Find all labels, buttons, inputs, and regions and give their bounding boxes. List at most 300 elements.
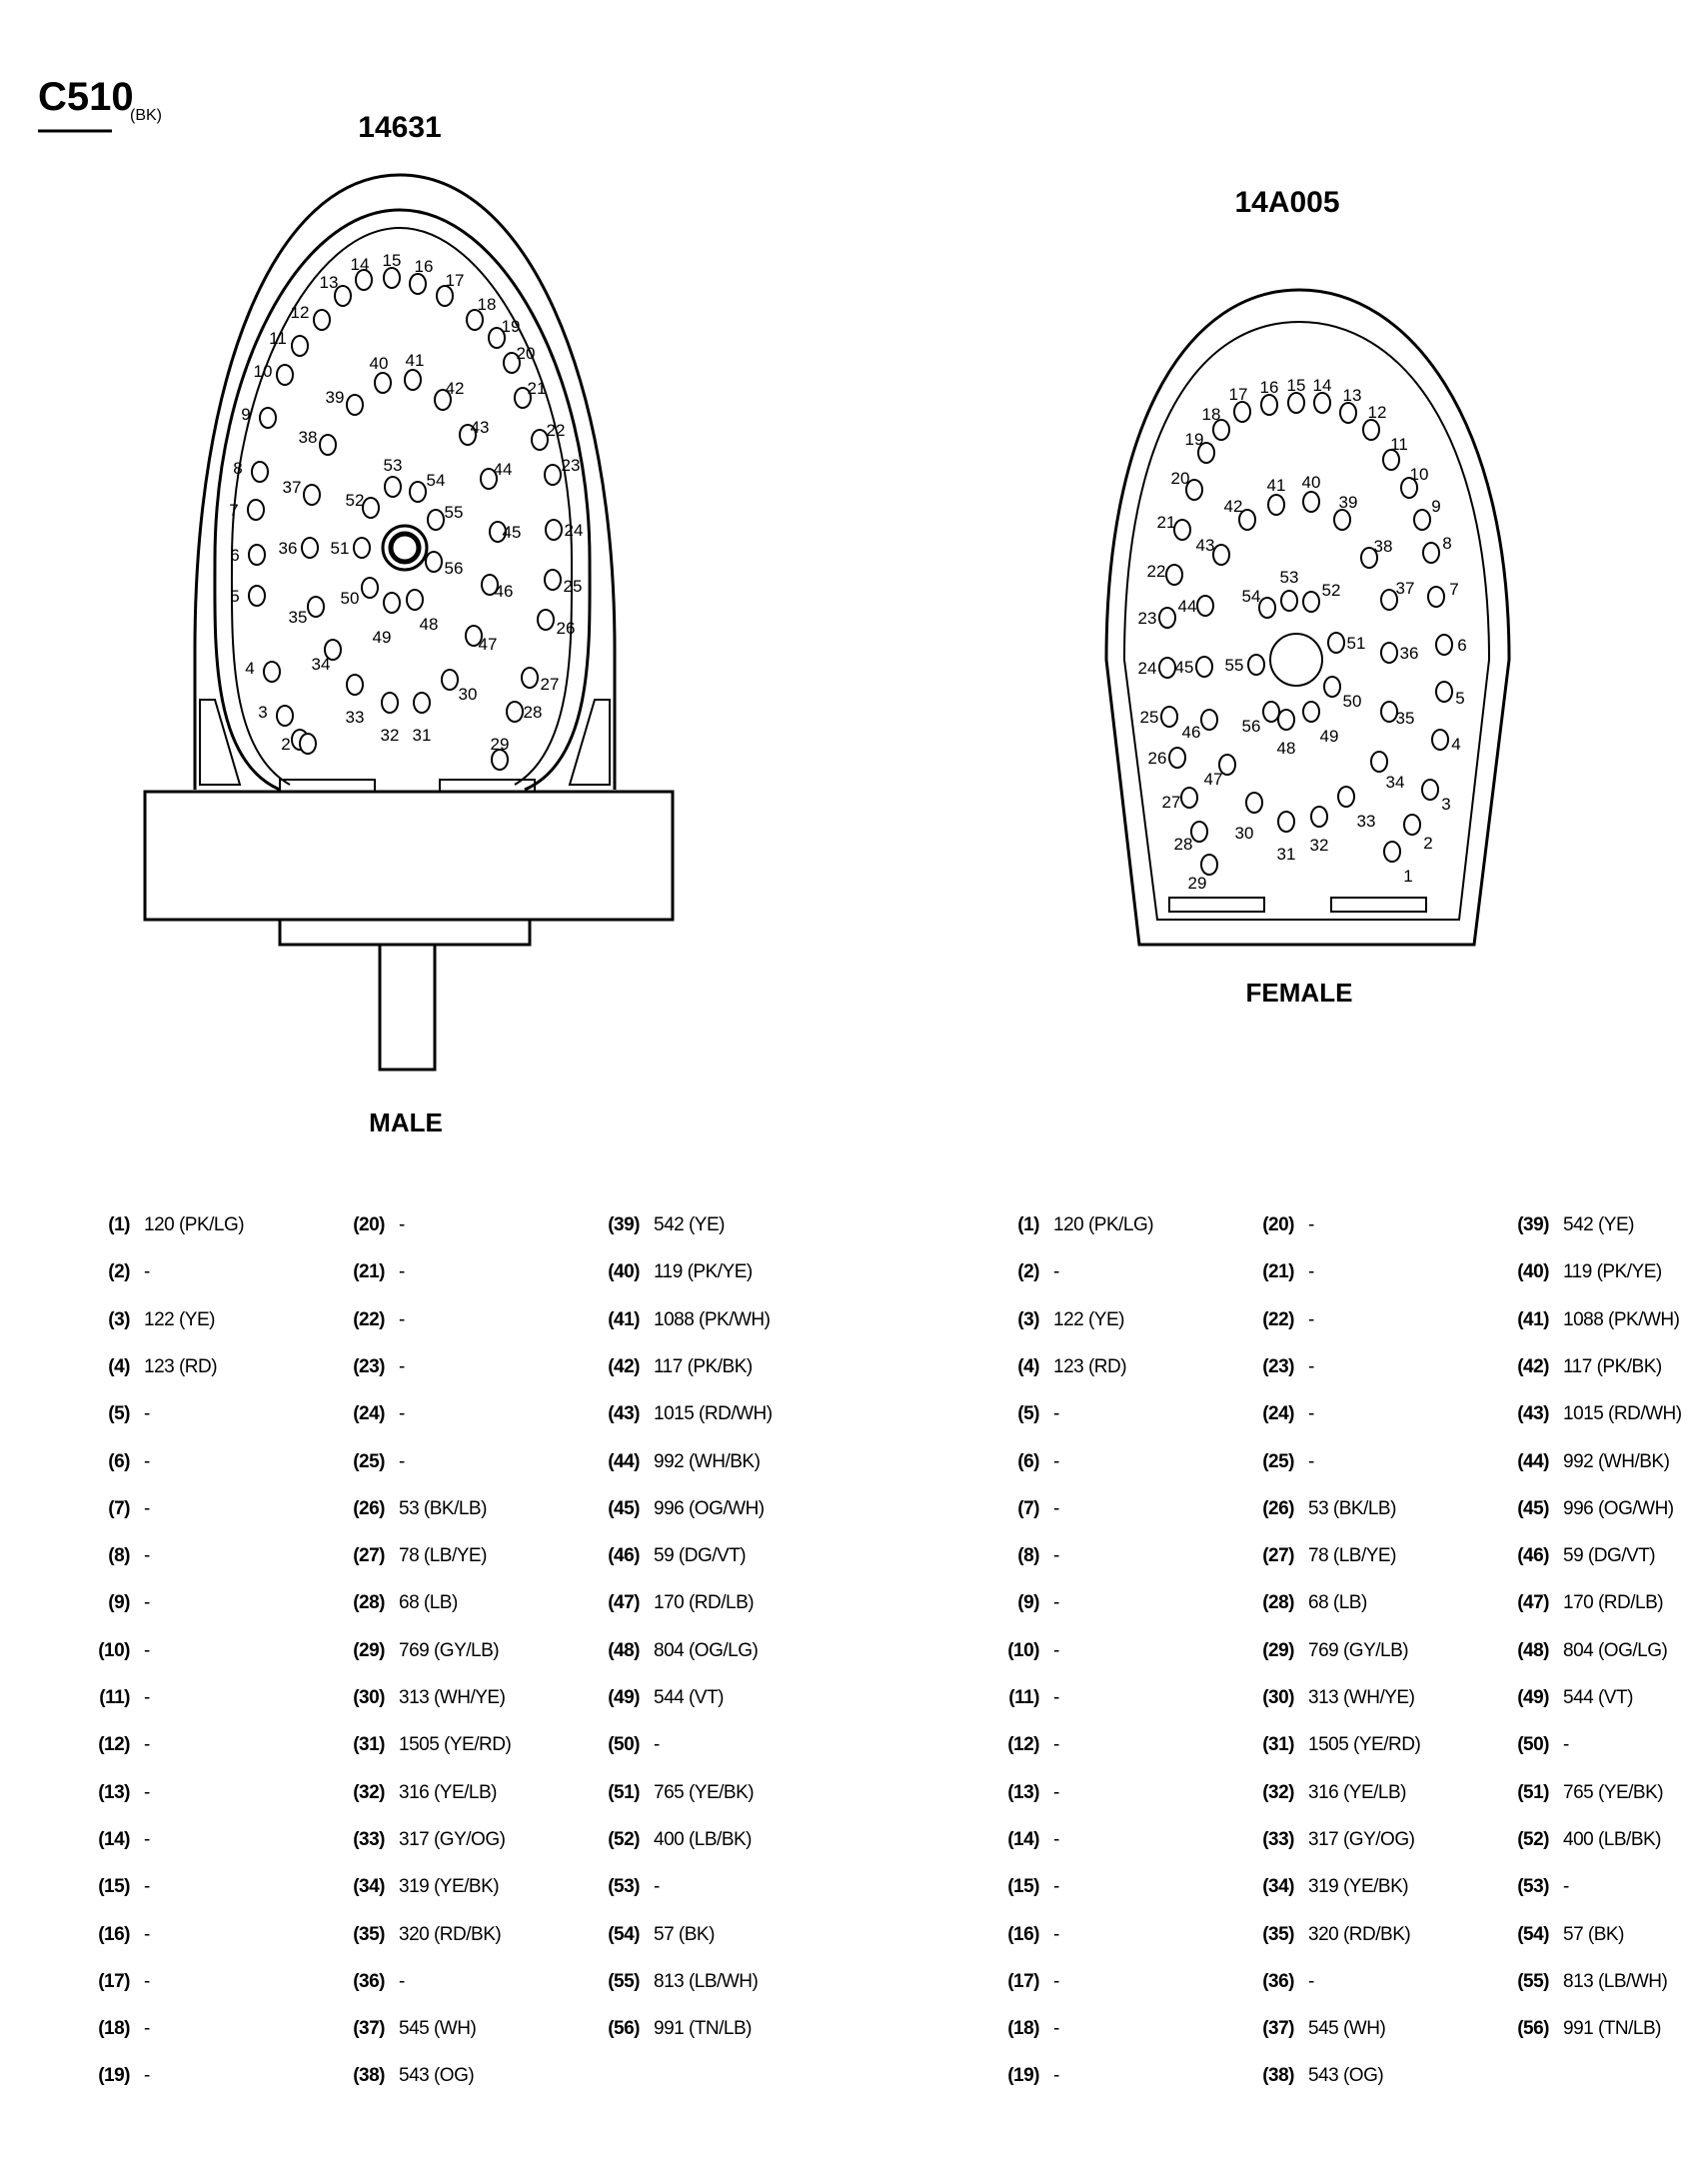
male-table-row [600,1734,660,1756]
female-pin-label-1: 1 [1403,866,1413,886]
female-pin-label-12: 12 [1367,402,1387,422]
female-pin-label-54: 54 [1241,586,1261,606]
female-table-pin: (28) [1262,1592,1294,1614]
female-pin-29 [1201,855,1217,875]
female-table-pin: (8) [1017,1545,1039,1567]
male-pin-38 [320,435,336,455]
female-table-row [999,1640,1059,1662]
male-pin-6 [249,545,265,565]
female-pin-label-24: 24 [1137,658,1157,678]
male-table-row [345,1309,405,1331]
female-table-row [999,1356,1126,1378]
female-table-circuit: 317 (GY/OG) [1308,1828,1415,1850]
female-table-row [1254,1214,1314,1236]
female-table-circuit: 313 (WH/YE) [1308,1687,1415,1708]
male-table-row [90,1214,244,1236]
male-table-pin: (34) [353,1876,385,1898]
female-pin-label-30: 30 [1234,823,1254,843]
female-table-circuit: - [1053,1687,1059,1708]
female-pin-label-3: 3 [1441,794,1451,814]
female-pin-label-18: 18 [1201,404,1221,424]
female-table-row [1254,1309,1314,1331]
female-table-pin: (26) [1262,1497,1294,1519]
female-pin-40 [1303,492,1319,512]
male-pin-label-33: 33 [345,707,365,727]
female-pin-label-7: 7 [1449,579,1459,599]
female-pin-45 [1196,657,1212,677]
female-table-row [1509,1782,1663,1804]
female-table-circuit: 316 (YE/LB) [1308,1781,1406,1803]
male-table-row [345,1924,501,1946]
female-table-pin: (48) [1517,1639,1549,1661]
male-pin-55 [428,510,444,530]
female-table-circuit: - [1053,1545,1059,1567]
female-pin-label-47: 47 [1203,769,1223,789]
male-table-row [90,1734,150,1756]
male-table-pin: (23) [353,1355,385,1377]
male-table-row [600,1876,660,1898]
male-table-row [90,1829,150,1851]
male-pin-label-43: 43 [470,417,490,437]
male-table-row [345,1971,405,1993]
male-pin-32 [382,693,398,713]
male-pin-label-28: 28 [523,702,543,722]
male-table-pin: (22) [353,1308,385,1330]
male-table-pin: (45) [608,1497,640,1519]
female-pin-label-39: 39 [1338,492,1358,512]
female-table-row [999,1734,1059,1756]
female-table-row [1509,1214,1634,1236]
female-pin-label-53: 53 [1279,567,1299,587]
male-pin-label-36: 36 [278,538,298,558]
male-table-row [600,1924,715,1946]
female-table-row [1509,1640,1667,1662]
female-pin-label-43: 43 [1195,535,1215,555]
male-pin-4 [264,662,280,682]
female-table-row [1509,1687,1633,1709]
female-pin-6 [1436,635,1452,655]
female-table-pin: (19) [1007,2065,1039,2087]
female-table-pin: (35) [1262,1923,1294,1945]
male-table-pin: (33) [353,1828,385,1850]
female-pin-label-41: 41 [1266,475,1286,495]
connector-color-code: (BK) [130,107,162,124]
male-table-row [345,1356,405,1378]
female-table-row [999,1403,1059,1425]
female-table-pin: (44) [1517,1450,1549,1472]
male-table-circuit: - [144,1403,150,1425]
female-table-row [999,1782,1059,1804]
female-pin-4 [1432,730,1448,750]
male-pin-label-14: 14 [350,254,370,274]
female-table-circuit: 120 (PK/LG) [1053,1214,1154,1235]
male-table-circuit: 78 (LB/YE) [399,1545,487,1567]
female-pin-label-48: 48 [1276,738,1296,758]
male-table-circuit: 545 (WH) [399,2018,477,2040]
male-table-pin: (49) [608,1687,640,1708]
male-pin-label-9: 9 [241,404,251,424]
female-table-circuit: - [1563,1734,1569,1756]
male-pin-label-35: 35 [288,607,308,627]
male-table-pin: (32) [353,1781,385,1803]
male-table-circuit: - [144,1734,150,1756]
male-table-circuit: - [144,2065,150,2087]
female-table-circuit: 769 (GY/LB) [1308,1639,1409,1661]
male-pin-12 [314,310,330,330]
male-table-row [600,1782,754,1804]
male-pin-15 [384,268,400,288]
male-pin-56 [426,552,442,572]
female-pin-label-17: 17 [1228,384,1248,404]
male-pin-label-54: 54 [426,470,446,490]
female-pin-9 [1414,510,1430,530]
female-pin-22 [1166,565,1182,585]
female-pin-label-15: 15 [1286,375,1306,395]
male-table-circuit: - [144,1781,150,1803]
male-pin-label-51: 51 [330,538,350,558]
male-table-pin: (19) [98,2065,130,2087]
female-table-pin: (23) [1262,1355,1294,1377]
female-pin-label-42: 42 [1223,496,1243,516]
male-pin-label-12: 12 [290,302,310,322]
female-table-row [1254,2018,1385,2040]
female-pin-label-28: 28 [1173,834,1193,854]
male-pin-label-47: 47 [478,634,498,654]
male-pin-label-8: 8 [233,458,243,478]
female-pin-label-23: 23 [1137,608,1157,628]
female-table-pin: (32) [1262,1781,1294,1803]
male-pin-10 [277,365,293,385]
female-table-circuit: - [1308,1214,1314,1235]
female-table-pin: (52) [1517,1828,1549,1850]
male-pin-41 [405,370,421,390]
male-table-circuit: 119 (PK/YE) [654,1261,753,1283]
female-pin-label-16: 16 [1259,377,1279,397]
male-table-pin: (10) [98,1639,130,1661]
male-table-circuit: - [144,1545,150,1567]
male-table-row [345,1592,458,1614]
male-pin-30 [442,670,458,690]
male-table-circuit: 400 (LB/BK) [654,1828,752,1850]
female-pin-32 [1311,807,1327,827]
female-pin-label-6: 6 [1457,635,1467,655]
female-table-pin: (21) [1262,1261,1294,1283]
female-table-pin: (30) [1262,1687,1294,1708]
female-pin-53 [1281,591,1297,611]
male-table-circuit: - [399,1355,405,1377]
female-table-pin: (37) [1262,2018,1294,2040]
female-pin-43 [1213,545,1229,565]
female-table-row [999,1924,1059,1946]
female-table-circuit: 813 (LB/WH) [1563,1970,1668,1992]
female-pin-55 [1248,655,1264,675]
male-table-row [345,1214,405,1236]
female-table-circuit: - [1053,1403,1059,1425]
male-table-circuit: 769 (GY/LB) [399,1639,500,1661]
female-pin-1 [1384,842,1400,862]
female-table-pin: (9) [1017,1592,1039,1614]
male-pin-label-3: 3 [258,702,268,722]
female-table-circuit: - [1308,1970,1314,1992]
female-table-row [1509,1403,1682,1425]
male-table-row [345,1829,505,1851]
female-table-circuit: 542 (YE) [1563,1214,1634,1235]
male-table-circuit: 544 (VT) [654,1687,724,1708]
male-table-row [345,1545,487,1567]
male-table-circuit: - [399,1261,405,1283]
female-pin-52 [1303,592,1319,612]
female-table-pin: (27) [1262,1545,1294,1567]
female-table-row [1254,1876,1408,1898]
male-table-row [600,1403,773,1425]
male-table-row [600,1309,770,1331]
male-table-circuit: 804 (OG/LG) [654,1639,759,1661]
female-pin-label-37: 37 [1395,578,1415,598]
male-table-circuit: 122 (YE) [144,1308,215,1330]
female-table-row [1254,1498,1396,1520]
female-pin-label-50: 50 [1342,691,1362,711]
male-pin-label-6: 6 [230,545,240,565]
female-table-circuit: - [1053,1639,1059,1661]
male-pin-label-13: 13 [319,272,339,292]
male-table-row [90,1924,150,1946]
female-table-row [1254,1592,1367,1614]
female-table-row [999,1971,1059,1993]
male-table-pin: (7) [108,1497,130,1519]
female-table-circuit: 59 (DG/VT) [1563,1545,1656,1567]
female-table-pin: (50) [1517,1734,1549,1756]
female-table-row [1509,1498,1674,1520]
female-table-circuit: - [1308,1403,1314,1425]
male-stem [380,945,435,1070]
female-table-circuit: 78 (LB/YE) [1308,1545,1396,1567]
male-pin-51 [354,538,370,558]
female-table-pin: (10) [1007,1639,1039,1661]
male-pin-label-11: 11 [269,328,287,348]
female-inner-shell [1124,322,1489,920]
female-table-pin: (17) [1007,1970,1039,1992]
female-pin-50 [1324,677,1340,697]
male-table-row [345,1640,499,1662]
male-pin-label-44: 44 [493,459,513,479]
female-table-pin: (6) [1017,1450,1039,1472]
male-table-circuit: 765 (YE/BK) [654,1781,755,1803]
female-table-circuit: - [1053,1497,1059,1519]
male-table-row [600,1829,752,1851]
female-pin-15 [1288,393,1304,413]
female-table-circuit: 117 (PK/BK) [1563,1355,1662,1377]
male-table-pin: (15) [98,1876,130,1898]
male-table-circuit: 542 (YE) [654,1214,725,1235]
male-table-row [90,1403,150,1425]
male-table-circuit: 1505 (YE/RD) [399,1734,512,1756]
male-table-circuit: 68 (LB) [399,1592,458,1614]
female-table-row [1254,1640,1408,1662]
male-table-pin: (24) [353,1403,385,1425]
female-table-circuit: 319 (YE/BK) [1308,1876,1409,1898]
male-table-row [345,2018,476,2040]
female-pin-label-26: 26 [1147,748,1167,768]
male-table-circuit: 319 (YE/BK) [399,1876,500,1898]
male-table-pin: (25) [353,1450,385,1472]
female-table-row [1254,1545,1396,1567]
female-connector [1106,186,1509,1008]
female-table-pin: (40) [1517,1261,1549,1283]
female-table-row [1509,1924,1624,1946]
male-table-pin: (1) [108,1214,130,1235]
female-pin-label-32: 32 [1309,835,1329,855]
female-table-circuit: - [1053,1828,1059,1850]
female-table-pin: (42) [1517,1355,1549,1377]
female-pin-31 [1278,812,1294,832]
male-pin-40 [375,373,391,393]
female-pin-8 [1423,543,1439,563]
male-right-latch [570,700,610,785]
female-table-circuit: - [1563,1876,1569,1898]
male-table-row [90,1592,150,1614]
male-table-row [600,1214,725,1236]
female-table-row [1509,1261,1662,1283]
male-pin-label-7: 7 [229,500,239,520]
male-pin-label-21: 21 [527,378,547,398]
male-table-pin: (14) [98,1828,130,1850]
male-table-pin: (54) [608,1923,640,1945]
female-table-circuit: - [1053,2065,1059,2087]
female-pin-label-19: 19 [1184,429,1204,449]
male-pin-label-31: 31 [412,725,432,745]
male-label: MALE [369,1107,443,1137]
male-table-row [90,1640,150,1662]
female-table-row [999,1498,1059,1520]
female-table-circuit: 123 (RD) [1053,1355,1127,1377]
male-table-row [600,1261,753,1283]
female-table-pin: (39) [1517,1214,1549,1235]
male-table-circuit: - [399,1214,405,1235]
male-table-circuit: - [144,1828,150,1850]
female-table-pin: (47) [1517,1592,1549,1614]
male-pin-label-49: 49 [372,627,392,647]
female-pin-2 [1404,815,1420,835]
female-table-circuit: 1088 (PK/WH) [1563,1308,1680,1330]
female-pin-21 [1174,520,1190,540]
male-table-pin: (41) [608,1308,640,1330]
female-table-pin: (14) [1007,1828,1039,1850]
female-table-pin: (33) [1262,1828,1294,1850]
male-table-row [600,1592,754,1614]
female-table-circuit: - [1053,1781,1059,1803]
female-table-pin: (5) [1017,1403,1039,1425]
female-table-circuit: - [1053,1876,1059,1898]
male-pin-50 [362,578,378,598]
male-table-circuit: 123 (RD) [144,1355,218,1377]
female-pin-label-52: 52 [1321,580,1341,600]
female-table-circuit: 320 (RD/BK) [1308,1923,1411,1945]
female-table-circuit: 68 (LB) [1308,1592,1367,1614]
female-pin-label-49: 49 [1319,726,1339,746]
male-pin-25 [545,570,561,590]
female-table-row [1254,1261,1314,1283]
female-pin-44 [1197,596,1213,616]
male-pin-label-55: 55 [444,502,464,522]
female-table-row [999,1592,1059,1614]
male-pin-label-2: 2 [281,734,291,754]
male-table-circuit: 59 (DG/VT) [654,1545,747,1567]
male-table-circuit: 316 (YE/LB) [399,1781,497,1803]
male-pin-label-16: 16 [414,256,434,276]
male-pin-label-41: 41 [405,350,425,370]
male-table-pin: (44) [608,1450,640,1472]
male-table-pin: (55) [608,1970,640,1992]
male-table-pin: (40) [608,1261,640,1283]
male-table-row [90,1261,150,1283]
female-table-row [1254,1971,1314,1993]
male-pin-label-20: 20 [516,343,536,363]
male-table-circuit: - [399,1308,405,1330]
female-table-row [999,1451,1059,1473]
male-table-row [90,1971,150,1993]
male-table-circuit: 991 (TN/LB) [654,2018,752,2040]
male-pin-label-45: 45 [502,522,522,542]
female-pin-label-38: 38 [1373,536,1393,556]
female-table-row [1509,1545,1655,1567]
male-pin-label-34: 34 [311,654,331,674]
female-table-row [999,1309,1124,1331]
female-table-row [999,1214,1153,1236]
female-table-pin: (36) [1262,1970,1294,1992]
male-table-circuit: 813 (LB/WH) [654,1970,759,1992]
male-table-circuit: - [399,1970,405,1992]
male-pin-label-42: 42 [445,378,465,398]
male-table-pin: (42) [608,1355,640,1377]
male-table-pin: (27) [353,1545,385,1567]
male-pin-31 [414,693,430,713]
male-table-row [600,1640,758,1662]
male-table-pin: (3) [108,1308,130,1330]
female-pin-label-27: 27 [1161,792,1181,812]
male-table-row [90,2018,150,2040]
female-pin-23 [1159,608,1175,628]
female-key-left [1169,898,1264,912]
male-table-circuit: - [144,1497,150,1519]
female-pin-33 [1338,787,1354,807]
male-table-pin: (11) [99,1687,130,1708]
male-table-row [90,2065,150,2087]
female-table-pin: (1) [1017,1214,1039,1235]
female-table-pin: (56) [1517,2018,1549,2040]
female-table-row [1509,1829,1661,1851]
female-table-circuit: 804 (OG/LG) [1563,1639,1668,1661]
female-table-pin: (43) [1517,1403,1549,1425]
female-table-row [1254,2065,1383,2087]
female-key-right [1331,898,1426,912]
female-part-number: 14A005 [1234,186,1340,219]
male-table-row [90,1545,150,1567]
male-table-row [90,1687,150,1709]
female-table-row [999,1876,1059,1898]
male-pin-label-37: 37 [282,477,302,497]
female-table-circuit: - [1053,2018,1059,2040]
male-table-circuit: 543 (OG) [399,2065,475,2087]
male-pin-label-48: 48 [419,614,439,634]
male-table-pin: (30) [353,1687,385,1708]
female-pin-label-44: 44 [1177,596,1197,616]
female-table-circuit: 992 (WH/BK) [1563,1450,1670,1472]
female-table-circuit: - [1053,1261,1059,1283]
female-table-circuit: 544 (VT) [1563,1687,1633,1708]
male-pin-label-32: 32 [380,725,400,745]
female-table-row [999,1545,1059,1567]
male-pin-label-23: 23 [561,455,581,475]
